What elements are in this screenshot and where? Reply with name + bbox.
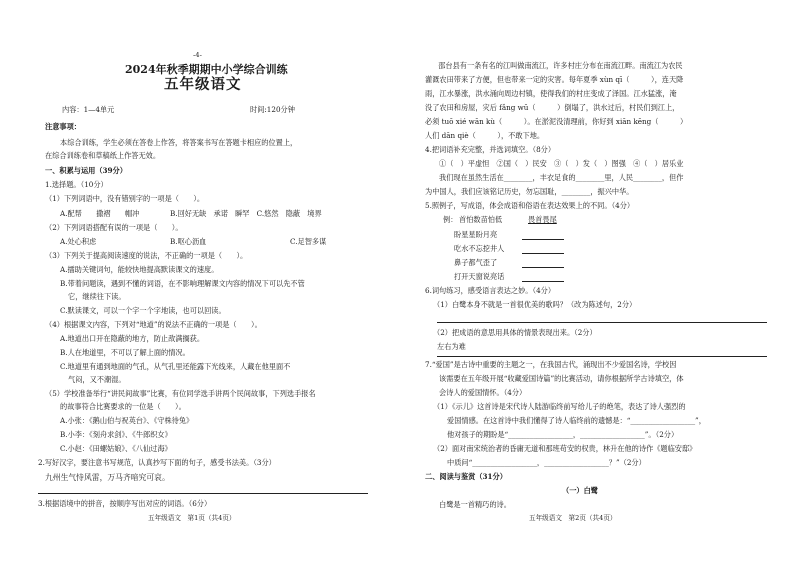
question-1-5: （5）学校准备举行“讲民间故事”比赛，有位同学选手讲两个民间故事，下列选手报名 [45,389,316,398]
question-7-1: （1）《示儿》这首诗是宋代诗人陆游临终前写给儿子的绝笔，表达了诗人强烈的 [433,402,686,411]
notes-heading: 注意事项： [45,122,81,131]
option-b: B.人在地道里，不可以了解上面的情况。 [60,348,190,357]
option-c-cont: 气闷，又不潮湿。 [68,375,126,384]
fill-line: 我们现在虽然生活在________，丰衣足食的________里，人民________，但作 [439,173,684,182]
section-heading: 一、积累与运用（39分） [45,166,127,175]
option-c: C.足智多谋 [290,237,327,246]
question-2: 2.写好汉字，要注意书写规范，认真抄写下面的句子，感受书法美。（3分） [38,458,276,467]
copy-sentence: 九州生气恃风雷，万马齐喑究可哀。 [45,473,170,482]
page-footer: 五年级语文 第2页（共4页） [529,514,617,522]
saying-4: 打开天窗说亮话 [454,272,505,281]
question-7: 7.“爱国”是古诗中重要的主题之一，在我国古代，涌现出不少爱国名诗，学校因 [425,360,677,369]
saying-2: 吃水不忘挖井人 [454,244,505,253]
reading-line: 白鹭是一首精巧的诗。 [439,500,511,509]
section-heading: 二、阅读与鉴赏（31分） [425,472,507,481]
question-6-2: （2）把成语的意思用具体的情景表现出来。（2分） [433,328,597,337]
question-6: 6.词句练习，感受语言表达之妙。（4分） [425,286,556,295]
question-7-1-cont: 他对孩子的期盼是“__________________，__________________”。（2分） [447,430,679,439]
answer-blank [522,267,564,268]
writing-line [437,356,767,357]
option-c: C.默读课文，可以一个字一个字地读，也可以回读。 [60,306,226,315]
option-a: A.处心积虑 [60,237,97,246]
reading-title: （一）白鹭 [562,486,598,495]
question-7-cont: 会诗人的爱国情怀。（4分） [439,388,527,397]
exam-title: 2024年秋季期期中小学综合训练 [125,63,288,76]
option-b: B.小李：《刻舟求剑》、《牛郎织女》 [60,430,172,439]
question-1-1: （1）下列词语中，没有错别字的一项是（ ）。 [45,194,205,203]
header-mark: -4- [193,51,202,59]
question-7-cont: 该需要在五年级开展“收藏爱国诗篇”的比赛活动，请你根据所学古诗填空，体 [439,374,684,383]
answer-blank [522,281,564,282]
saying-1: 盼星星盼月亮 [454,230,498,239]
question-7-2: （2）面对南宋统治者的昏庸无道和那班苟安的权贵，林升在他的诗作《题临安邸》 [433,444,697,453]
option-a: A.地道出口开在隐蔽的地方，防止敌满搁获。 [60,334,205,343]
option-b: B.回好无缺 承诺 瞬罕 C.悠然 隐蔽 境界 [170,209,322,218]
example-idiom: 畏首畏尾 [528,215,557,224]
question-7-2-cont: 中质问“__________________，__________________？”（2分） [447,458,646,467]
question-6-1: （1）白鹭本身不就是一首很优美的歌吗？（改为陈述句，2分） [433,300,637,309]
question-1-4: （4）根据课文内容，下列对“地道”的说法不正确的一项是（ ）。 [45,320,262,329]
writing-line [38,493,368,494]
answer-blank [522,253,564,254]
page-2 [397,0,794,561]
writing-line [437,322,767,323]
notes-line: 在综合训练卷和草稿纸上作答无效。 [45,151,161,160]
subject-title: 五年级语文 [164,76,242,93]
question-1: 1.选择题。（10分） [45,180,108,189]
question-5: 5.照例子，写成语，体会成语和俗语在表达效果上的不同。（4分） [425,201,635,210]
saying-3: 鼻子都气歪了 [454,258,498,267]
option-b: B.带着问题读，遇到不懂的词语，在不影响理解课文内容的情况下可以先不管 [60,279,305,288]
fill-line: 为中国人，我们应该铭记历史，勿忘国耻，________，振兴中华。 [425,187,634,196]
option-a: A.小张：《鹅山伯与祝英台》、《守株待兔》 [60,416,194,425]
meta-time: 时间:120分钟 [250,105,295,114]
notes-line: 本综合训练，学生必须在答卷上作答，将答案书写在答题卡相应的位置上， [60,138,298,147]
question-1-5-cont: 的故事符合比赛要求的一位是（ ）。 [60,402,186,411]
question-4: 4.把词语补充完整，并选词填空。（8分） [425,145,556,154]
passage-line: 没了农田和房屋，灾后 fǎng wū（ ）倒塌了，洪水过后，村民们到江上， [425,103,680,112]
example-label: 例： [443,215,458,224]
question-7-1-cont: 爱国情感。在这首诗中我们懂得了诗人临终前的遗憾是：“__________________”， [447,416,706,425]
option-b: B.呕心沥血 [170,237,207,246]
option-c: C.地道里有通到地面的气孔，从气孔里还能露下光线来，人藏在他里面不 [60,362,291,371]
question-3: 3.根据语境中的拼音，按顺序写出对应的词语。（6分） [38,499,212,508]
page-footer: 五年级语文 第1页（共4页） [148,514,236,522]
passage-line: 邵台县有一条有名的江叫做南流江，许多村庄分布在南流江畔。南流江为农民 [431,61,683,70]
meta-content: 内容：1—4单元 [62,105,115,114]
option-c: C.小赵：《田螺姑娘》、《八仙过海》 [60,444,172,453]
passage-line: 雨，江水暴涨，洪水涌向周边村镇，使得我们的村庄变成了泽国。江水猛涨，淹 [425,89,677,98]
option-a: A.擂助关键词句，能较快地提高默读课文的速度。 [60,265,219,274]
passage-line: 灌溉农田带来了方便，但也带来一定的灾害。每年夏季 xùn qī（ ），连天降 [425,75,684,84]
question-1-2: （2）下列词语搭配有误的一项是（ ）。 [45,223,183,232]
option-b-cont: 它，继续往下读。 [68,292,126,301]
passage-line: 必须 tuō xié wān kù（ ）。在淤泥没清理前，你好到 xiān kēng（ ） [425,117,688,126]
answer-blank [522,239,564,240]
question-1-3: （3）下列关于提高阅读速度的说法，不正确的一项是（ ）。 [45,251,248,260]
example-saying: 首怕数苗怕低 [459,215,503,224]
passage-line: 人们 dān qiè（ ），不敢下地。 [425,131,545,140]
option-a: A.配帮 撒褶 帽冲 [60,209,140,218]
idiom-options: ①（ ）平虚怛 ②国（ ）民安 ③（ ）发（ ）图强 ④（ ）居乐业 [439,159,684,168]
idiom-word: 左右为难 [437,342,466,351]
